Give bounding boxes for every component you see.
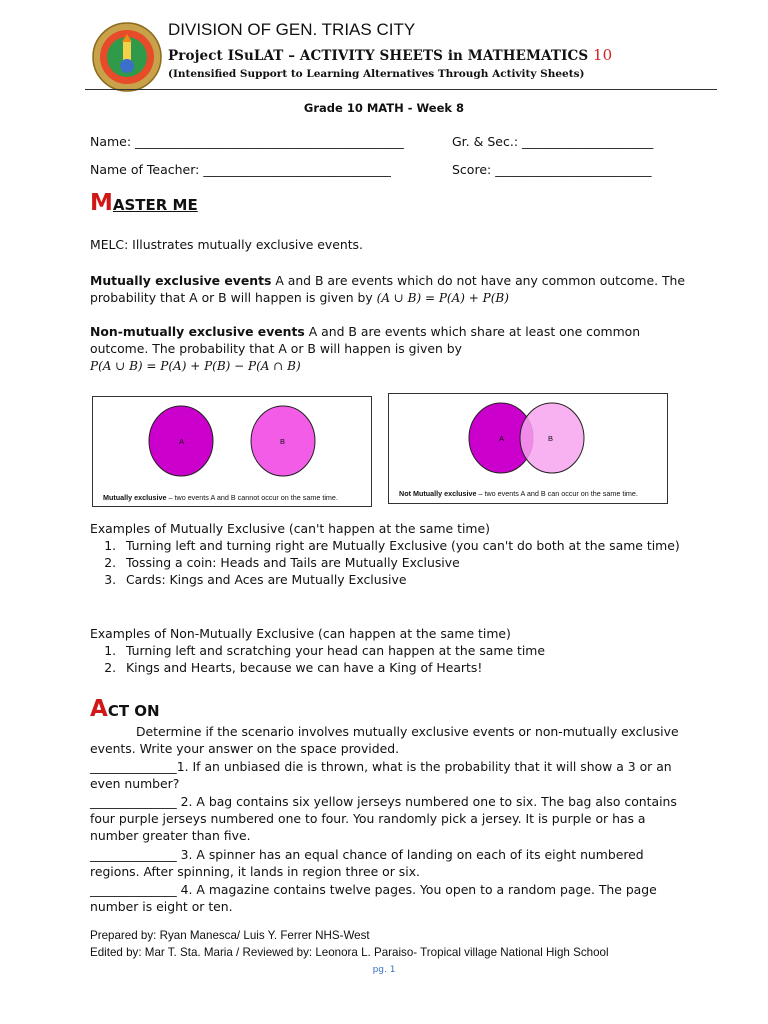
label-a-right: A bbox=[499, 434, 505, 443]
non-mutually-exclusive-definition: Non-mutually exclusive events A and B are events which share at least one common outcome. The probability that A or B will happen is given by P(A ∪ B) = P(A) + P(B) − P(A ∩ B) bbox=[90, 324, 641, 373]
nme-examples-title: Examples of Non-Mutually Exclusive (can happen at the same time) bbox=[90, 626, 511, 641]
question-1: ______________1. If an unbiased die is thrown, what is the probability that it will show a 3 or an even number? bbox=[90, 759, 672, 791]
label-a-left: A bbox=[179, 437, 185, 446]
mutually-exclusive-caption: Mutually exclusive – two events A and B cannot occur on the same time. bbox=[103, 493, 338, 502]
week-title: Grade 10 MATH - Week 8 bbox=[303, 101, 465, 115]
score-field[interactable]: Score: _________________________ bbox=[452, 162, 652, 177]
mutually-exclusive-examples bbox=[90, 520, 690, 588]
name-field[interactable]: Name: ___________________________________________ bbox=[90, 134, 404, 149]
page-number: pg. 1 bbox=[372, 965, 396, 975]
question-3: ______________ 3. A spinner has an equal chance of landing on each of its eight numbered regions. After spinning, it lands in region three or six. bbox=[90, 847, 644, 879]
non-mutually-exclusive-examples bbox=[90, 625, 690, 676]
division-seal-logo bbox=[92, 22, 162, 92]
project-grade: 10 bbox=[592, 46, 613, 64]
mutually-exclusive-diagram bbox=[92, 396, 372, 507]
act-on-instructions: Determine if the scenario involves mutually exclusive events or non-mutually exclusive events. Write your answer on the space provided. bbox=[90, 724, 679, 756]
project-subtitle: (Intensified Support to Learning Alternatives Through Activity Sheets) bbox=[168, 68, 585, 80]
me-formula: (A ∪ B) = P(A) + P(B) bbox=[376, 291, 509, 305]
melc-text: MELC: Illustrates mutually exclusive events. bbox=[90, 237, 363, 252]
list-item: 2. Kings and Hearts, because we can have a King of Hearts! bbox=[120, 659, 690, 676]
question-4: ______________ 4. A magazine contains twelve pages. You open to a random page. The page number is eight or ten. bbox=[90, 882, 657, 914]
mutually-exclusive-definition: Mutually exclusive events A and B are events which do not have any common outcome. The probability that A or B will happen is given by (A ∪ B) = P(A) + P(B) bbox=[90, 273, 685, 305]
me-examples-list bbox=[90, 537, 690, 588]
label-b-right: B bbox=[548, 434, 554, 443]
me-examples-title: Examples of Mutually Exclusive (can't happen at the same time) bbox=[90, 521, 490, 536]
not-mutually-exclusive-venn bbox=[389, 394, 667, 503]
prepared-by: Prepared by: Ryan Manesca/ Luis Y. Ferrer NHS-West bbox=[90, 929, 370, 942]
list-item: 3. Cards: Kings and Aces are Mutually Exclusive bbox=[120, 571, 690, 588]
nme-examples-list bbox=[90, 642, 690, 676]
not-mutually-exclusive-caption: Not Mutually exclusive – two events A and B can occur on the same time. bbox=[399, 489, 638, 498]
question-2: ______________ 2. A bag contains six yellow jerseys numbered one to six. The bag also contains four purple jerseys numbered one to four. You randomly pick a jersey. It is purple or has a number greater than five. bbox=[90, 794, 677, 843]
label-b-left: B bbox=[280, 437, 286, 446]
nme-formula: P(A ∪ B) = P(A) + P(B) − P(A ∩ B) bbox=[90, 359, 301, 373]
list-item: 1. Turning left and turning right are Mutually Exclusive (you can't do both at the same time) bbox=[120, 537, 690, 554]
edited-by: Edited by: Mar T. Sta. Maria / Reviewed by: Leonora L. Paraiso- Tropical village National High School bbox=[90, 946, 609, 959]
master-me-heading: MASTER ME bbox=[90, 190, 198, 216]
header-divider bbox=[85, 89, 717, 90]
act-on-heading: ACT ON bbox=[90, 696, 160, 722]
not-mutually-exclusive-diagram bbox=[388, 393, 668, 504]
mutually-exclusive-venn bbox=[93, 397, 371, 506]
teacher-field[interactable]: Name of Teacher: ______________________________ bbox=[90, 162, 391, 177]
project-title: Project ISuLAT – ACTIVITY SHEETS in MATHEMATICS 10 bbox=[168, 46, 613, 64]
list-item: 2. Tossing a coin: Heads and Tails are Mutually Exclusive bbox=[120, 554, 690, 571]
list-item: 1. Turning left and scratching your head can happen at the same time bbox=[120, 642, 690, 659]
grade-section-field[interactable]: Gr. & Sec.: _____________________ bbox=[452, 134, 654, 149]
division-title: DIVISION OF GEN. TRIAS CITY bbox=[168, 20, 416, 39]
